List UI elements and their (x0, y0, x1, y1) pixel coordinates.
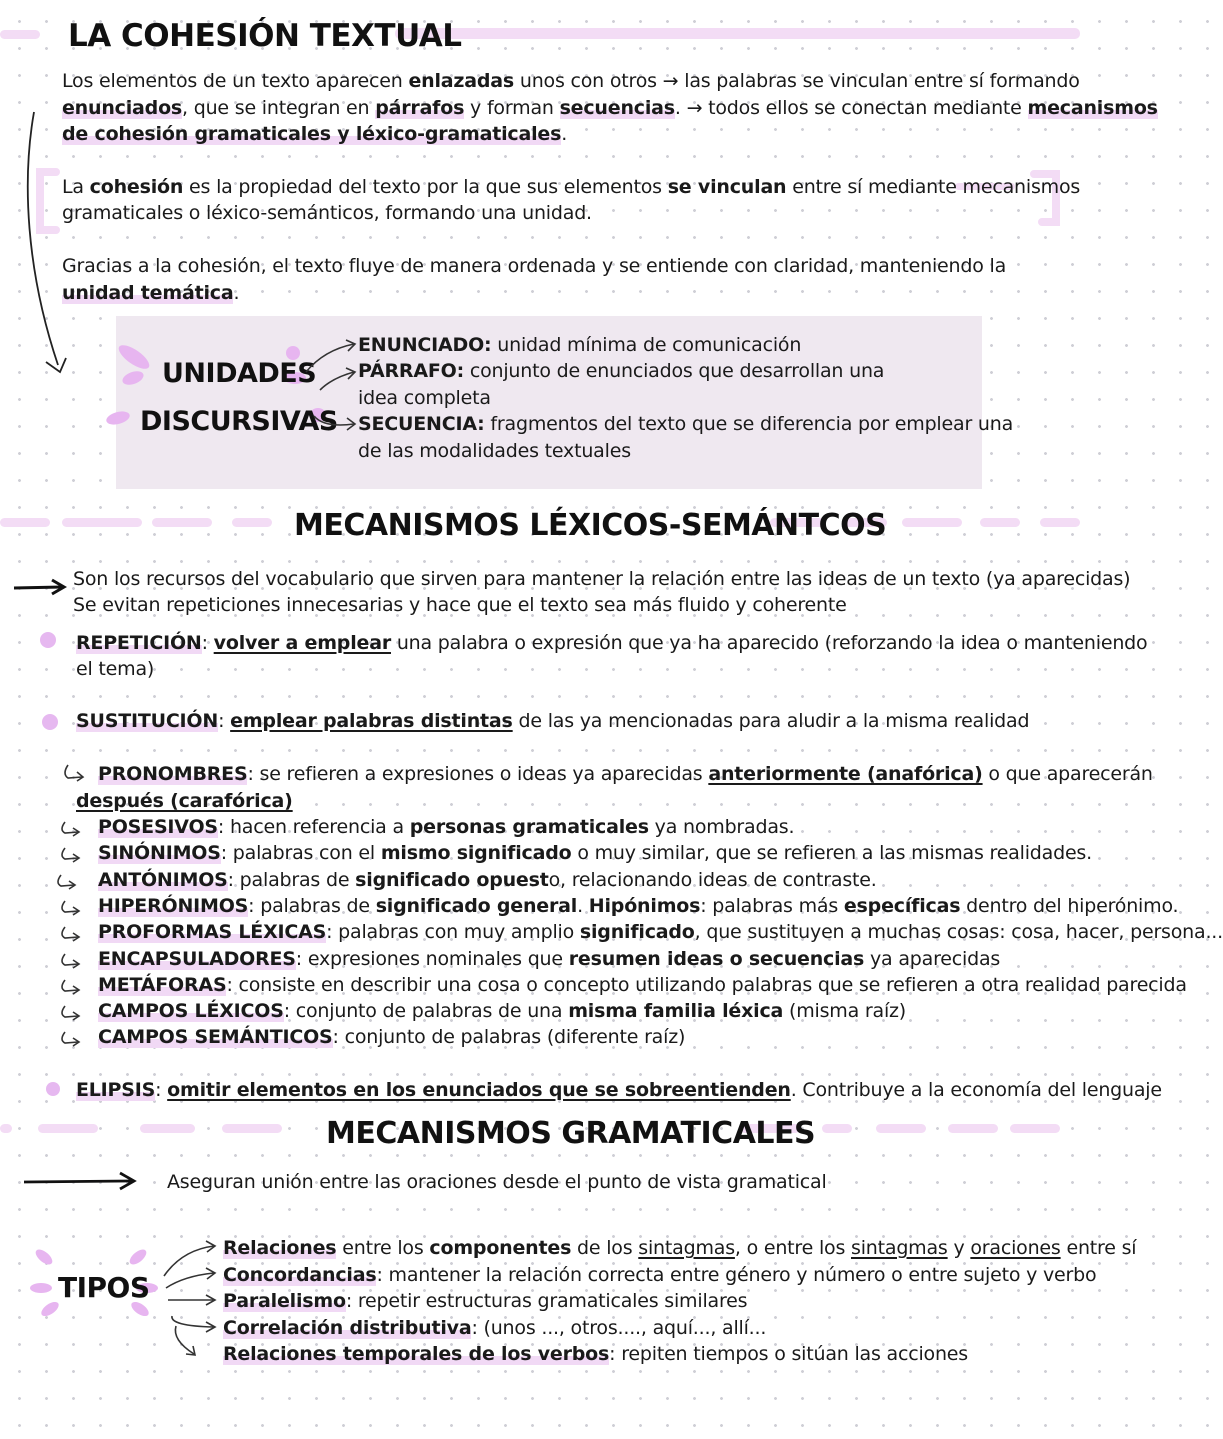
lexicos-item-term: CAMPOS SEMÁNTICOS (98, 1026, 333, 1049)
definition-line-2: gramaticales o léxico-semánticos, formando una unidad. (62, 202, 592, 224)
text-part: componentes (429, 1237, 572, 1259)
lexicos-item-term: PROFORMAS LÉXICAS (98, 921, 327, 944)
hook-arrow-icon (58, 1003, 82, 1025)
lexicos-arrow (12, 578, 68, 598)
lexicos-item-term: ANTÓNIMOS (98, 868, 228, 891)
repeticion-line-2: el tema) (76, 658, 155, 680)
parrafo-line-2: idea completa (358, 387, 491, 409)
text-part: : mantener la relación correcta entre género y número o entre sujeto y verbo (376, 1263, 1097, 1286)
lexicos-item-term: METÁFORAS (98, 973, 227, 996)
text-part: : hacen referencia a (217, 816, 410, 838)
text-part: o, relacionando ideas de contraste. (548, 868, 877, 891)
lexicos-item (98, 972, 1187, 999)
text-part: : palabras más (700, 894, 844, 917)
gramaticales-item (223, 1288, 747, 1315)
lexicos-item (98, 1024, 685, 1051)
lexicos-item (98, 814, 794, 841)
definition-line-1: La cohesión es la propiedad del texto por la que sus elementos se vinculan entre sí mediante mecanismos (62, 176, 1081, 198)
text-part: de los (571, 1237, 639, 1259)
text-part: Relaciones temporales de los verbos (223, 1343, 610, 1365)
lexicos-item-term: SINÓNIMOS (98, 842, 221, 865)
text-part: , o entre los (734, 1237, 851, 1259)
text-part: o muy similar, que se refieren a las mismas realidades. (571, 842, 1092, 865)
lexicos-item-term: POSESIVOS (98, 816, 218, 838)
text-part: significado (579, 921, 695, 944)
text-part: sintagmas (851, 1237, 948, 1259)
lexicos-item (98, 867, 877, 894)
text-part: : repetir estructuras gramaticales similares (345, 1290, 748, 1312)
page-title: LA COHESIÓN TEXTUAL (68, 18, 462, 54)
secuencia-line: SECUENCIA: fragmentos del texto que se diferencia por emplear una (358, 413, 1014, 435)
text-part: : palabras de (227, 868, 356, 891)
pronombres-line-2: después (carafórica) (76, 790, 293, 812)
text-part: ya aparecidas (864, 947, 1001, 970)
text-part: : palabras con el (220, 842, 381, 865)
text-part: : palabras de (248, 894, 376, 917)
gramaticales-item (223, 1262, 1096, 1289)
lexicos-item (98, 998, 906, 1025)
intro-line-3: de cohesión gramaticales y léxico-gramaticales. (62, 123, 568, 145)
parrafo-line: PÁRRAFO: conjunto de enunciados que desarrollan una (358, 360, 885, 382)
text-part: entre los (336, 1237, 430, 1259)
lexicos-item (98, 919, 1223, 946)
text-part: , que sustituyen a muchas cosas: cosa, hacer, persona... (694, 921, 1223, 944)
hook-arrow-icon (58, 924, 82, 946)
gramaticales-item (223, 1235, 1136, 1262)
text-part: misma familia léxica (568, 1000, 784, 1023)
lexicos-intro-1: Son los recursos del vocabulario que sirven para mantener la relación entre las ideas de un texto (ya aparecidas) (73, 568, 1131, 590)
elipsis-line: ELIPSIS: omitir elementos en los enunciados que se sobreentienden. Contribuye a la economía del lenguaje (76, 1079, 1162, 1101)
gramaticales-intro: Aseguran unión entre las oraciones desde el punto de vista gramatical (167, 1171, 827, 1193)
lexicos-item-term: ENCAPSULADORES (98, 947, 296, 970)
text-part: resumen ideas o secuencias (568, 947, 865, 970)
intro-line-2: enunciados, que se integran en párrafos y forman secuencias. → todos ellos se conectan mediante mecanismos (62, 97, 1158, 119)
pronombres-line: PRONOMBRES: se refieren a expresiones o ideas ya aparecidas anteriormente (anafórica) o que aparecerán (98, 763, 1153, 785)
hook-arrow-icon (60, 762, 86, 782)
text-part: : conjunto de palabras de una (283, 1000, 569, 1023)
text-part: entre sí (1060, 1237, 1137, 1259)
text-part: : expresiones nominales que (295, 947, 569, 970)
text-part: Hipónimos (588, 894, 701, 917)
text-part: Paralelismo (223, 1290, 346, 1312)
sustitucion-line: SUSTITUCIÓN: emplear palabras distintas de las ya mencionadas para aludir a la misma realidad (76, 710, 1030, 732)
lexicos-item-term: CAMPOS LÉXICOS (98, 1000, 284, 1023)
lexicos-item (98, 893, 1178, 920)
gracias-line-1: Gracias a la cohesión, el texto fluye de manera ordenada y se entiende con claridad, manteniendo la (62, 255, 1007, 277)
secuencia-line-2: de las modalidades textuales (358, 440, 631, 462)
text-part: : repiten tiempos o sitúan las acciones (609, 1343, 968, 1365)
text-part: dentro del hiperónimo. (960, 894, 1179, 917)
tipos-label: TIPOS (58, 1271, 150, 1304)
hook-arrow-icon (58, 1029, 82, 1051)
text-part: Relaciones (223, 1237, 337, 1259)
hook-arrow-icon (58, 819, 82, 841)
text-part: : conjunto de palabras (diferente raíz) (332, 1026, 686, 1049)
repeticion-line: REPETICIÓN: volver a emplear una palabra o expresión que ya ha aparecido (reforzando la idea o manteniendo (76, 632, 1148, 654)
text-part: : consiste en describir una cosa o concepto utilizando palabras que se refieren a otra realidad parecida (226, 973, 1187, 996)
lexicos-intro-2: Se evitan repeticiones innecesarias y hace que el texto sea más fluido y coherente (73, 594, 847, 616)
gramaticales-heading: MECANISMOS GRAMATICALES (326, 1116, 816, 1151)
unidades-label-1: UNIDADES (162, 358, 317, 389)
lexicos-item (98, 946, 1000, 973)
lexicos-heading: MECANISMOS LÉXICOS-SEMÁNTCOS (294, 508, 887, 543)
hook-arrow-icon (58, 845, 82, 867)
hook-arrow-icon (54, 872, 78, 894)
text-part: : (unos ..., otros...., aquí..., allí... (471, 1316, 767, 1339)
text-part: . (577, 894, 589, 917)
gracias-line-2: unidad temática. (62, 282, 240, 304)
text-part: (misma raíz) (783, 1000, 907, 1023)
text-part: significado opuest (355, 868, 549, 891)
gramaticales-item (223, 1315, 766, 1342)
lexicos-item (98, 840, 1092, 867)
text-part: mismo significado (380, 842, 572, 865)
hook-arrow-icon (58, 977, 82, 999)
text-part: personas gramaticales (409, 816, 649, 838)
text-part: significado general (375, 894, 578, 917)
gramaticales-item (223, 1341, 968, 1368)
hook-arrow-icon (58, 898, 82, 920)
text-part: Correlación distributiva (223, 1316, 472, 1339)
lexicos-item-term: HIPERÓNIMOS (98, 894, 249, 917)
gramaticales-arrow (22, 1170, 140, 1194)
text-part: : palabras con muy amplio (326, 921, 580, 944)
text-part: oraciones (970, 1237, 1061, 1259)
hook-arrow-icon (58, 951, 82, 973)
unidades-label-2: DISCURSIVAS (140, 406, 338, 437)
text-part: Concordancias (223, 1263, 377, 1286)
text-part: específicas (843, 894, 961, 917)
enunciado-line: ENUNCIADO: unidad mínima de comunicación (358, 334, 802, 356)
text-part: y (947, 1237, 971, 1259)
tipos-branch-arrows (158, 1236, 224, 1366)
unidades-branch-arrows (300, 334, 364, 434)
definition-bracket-left (34, 168, 60, 234)
text-part: sintagmas (638, 1237, 735, 1259)
text-part: ya nombradas. (648, 816, 795, 838)
intro-line-1: Los elementos de un texto aparecen enlazadas unos con otros → las palabras se vinculan entre sí formando (62, 70, 1080, 92)
left-bracket-arrow (20, 100, 70, 390)
